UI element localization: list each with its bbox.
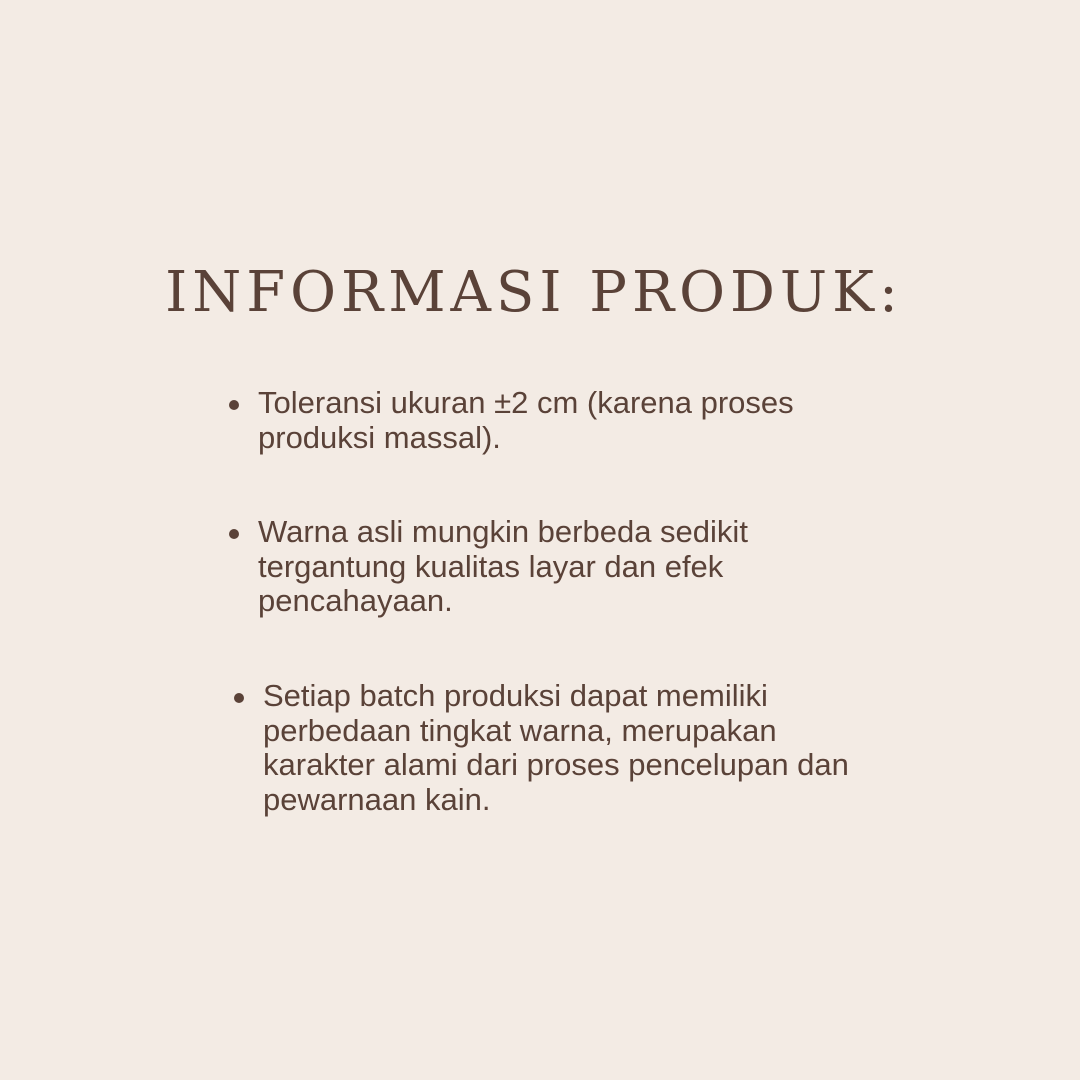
- bullet-icon: [229, 529, 239, 539]
- list-item-text: Warna asli mungkin berbeda sedikit tergantung kualitas layar dan efek pencahayaan.: [258, 514, 748, 618]
- bullet-icon: [234, 693, 244, 703]
- list-item-text: Toleransi ukuran ±2 cm (karena proses produksi massal).: [258, 385, 794, 455]
- page-title: INFORMASI PRODUK:: [165, 260, 903, 325]
- list-item-text: Setiap batch produksi dapat memiliki perbedaan tingkat warna, merupakan karakter alami dari proses pencelupan dan pewarnaan kain.: [263, 678, 849, 817]
- bullet-icon: [229, 400, 239, 410]
